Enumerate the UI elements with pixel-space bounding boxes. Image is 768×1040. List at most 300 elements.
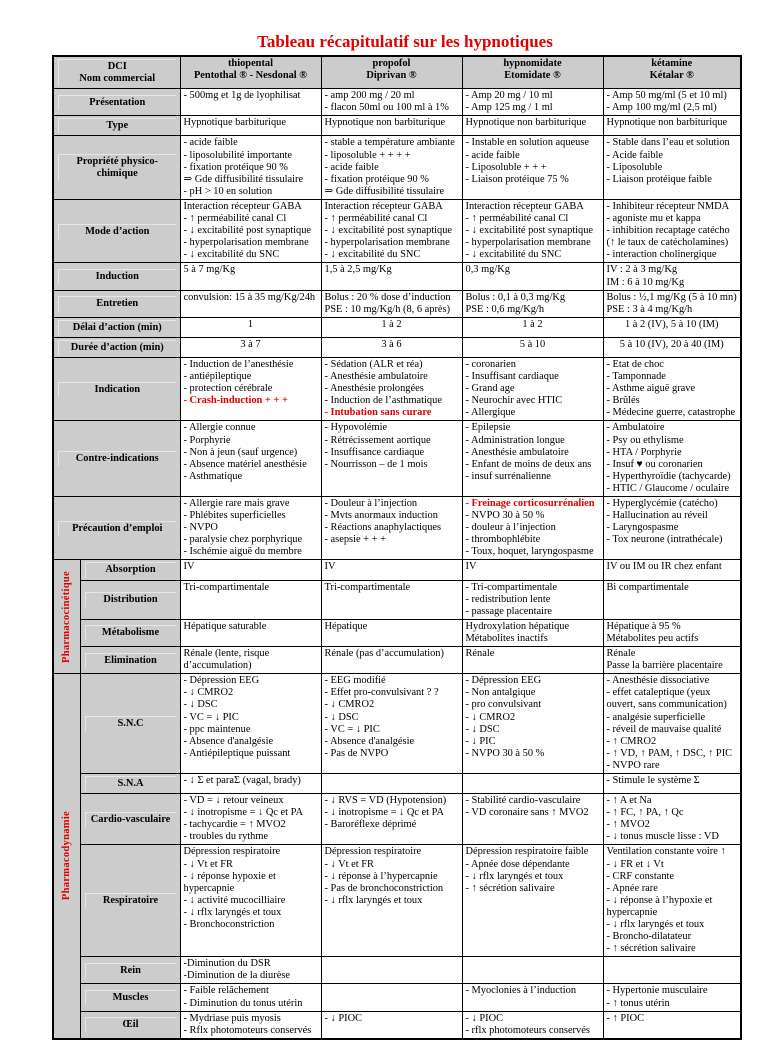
cell-line: -Diminution de la diurèse xyxy=(183,970,290,982)
cell-line: (↑ le taux de catécholamines) xyxy=(606,237,729,249)
cell-line: - Hypovolémie xyxy=(324,422,388,434)
cell-line: - Stimule le système Σ xyxy=(606,774,700,786)
table-row xyxy=(53,290,741,317)
cell-line: - Sédation (ALR et réa) xyxy=(324,358,423,370)
cell-line: - interaction cholinergique xyxy=(606,249,717,261)
cell-line: - asepsie + + + xyxy=(324,534,386,546)
cell-line: - liposolubilité importante xyxy=(183,149,293,161)
cell-0 xyxy=(180,357,321,420)
cell-line: - Psy ou ethylisme xyxy=(606,434,684,446)
cell-line: IV : 2 à 3 mg/Kg xyxy=(606,264,678,276)
cell-line: Passe la barrière placentaire xyxy=(606,660,723,672)
drug-name-line: hypnomidate xyxy=(503,58,562,69)
cell-line: Hypnotique non barbiturique xyxy=(465,117,587,129)
cell-3 xyxy=(603,290,741,317)
cell-line: - Instable en solution aqueuse xyxy=(465,137,590,149)
cell-3 xyxy=(603,984,741,1011)
cell-1 xyxy=(321,317,462,337)
drug-name-line: kétamine xyxy=(651,58,693,69)
table-row xyxy=(53,421,741,497)
table-row xyxy=(53,116,741,136)
cell-2 xyxy=(462,794,603,845)
cell-line: Hépatique à 95 % xyxy=(606,620,681,632)
cell-3 xyxy=(603,317,741,337)
drug-name-line: Diprivan ® xyxy=(366,70,417,82)
cell-0 xyxy=(180,674,321,774)
table-row xyxy=(53,984,741,1011)
cell-line: - HTIC / Glaucome / oculaire xyxy=(606,482,730,494)
cell-line: - ↓ excitabilité post synaptique xyxy=(324,225,453,237)
cell-1 xyxy=(321,647,462,674)
cell-line: - ↓ PIC xyxy=(465,735,496,747)
cell-line: - ↑ A et Na xyxy=(606,795,652,807)
cell-0 xyxy=(180,957,321,984)
cell-line: - NVPO rare xyxy=(606,759,660,771)
row-label: Précaution d’emploi xyxy=(53,497,180,560)
cell-line: - paralysie chez porphyrique xyxy=(183,534,303,546)
cell-3 xyxy=(603,619,741,646)
cell-line: Hydroxylation hépatique xyxy=(465,620,570,632)
page-title: Tableau récapitulatif sur les hypnotiques xyxy=(257,32,553,51)
cell-line: - Médecine guerre, catastrophe xyxy=(606,407,736,419)
cell-1 xyxy=(321,560,462,580)
cell-0 xyxy=(180,290,321,317)
cell-line: - EEG modifié xyxy=(324,675,386,687)
cell-line: 1 à 2 xyxy=(381,318,402,330)
cell-line: Interaction récepteur GABA xyxy=(324,200,443,212)
table-row xyxy=(53,773,741,793)
cell-line: - Ischémie aiguë du membre xyxy=(183,546,302,558)
cell-1 xyxy=(321,1011,462,1039)
cell-0 xyxy=(180,647,321,674)
cell-3 xyxy=(603,845,741,957)
cell-line: - ↓ DSC xyxy=(324,711,359,723)
cell-2 xyxy=(462,497,603,560)
cell-3 xyxy=(603,116,741,136)
cell-line: - Liposoluble xyxy=(606,161,663,173)
cell-line: - acide faible xyxy=(324,161,379,173)
cell-2 xyxy=(462,290,603,317)
cell-line: - Pas de bronchoconstriction xyxy=(324,882,444,894)
cell-line: - ↓ réponse hypoxie et hypercapnie xyxy=(183,870,276,894)
header-row xyxy=(53,56,741,89)
cell-line: - Rflx photomoteurs conservés xyxy=(183,1024,312,1036)
cell-2 xyxy=(462,263,603,290)
cell-line: - NVPO xyxy=(183,522,218,534)
table-row xyxy=(53,957,741,984)
cell-line: - ↓ PIOC xyxy=(324,1012,363,1024)
cell-line: Rénale (lente, risque d’accumulation) xyxy=(183,648,270,672)
cell-line: PSE : 0,6 mg/Kg/h xyxy=(465,303,545,315)
cell-3 xyxy=(603,560,741,580)
row-label: S.N.A xyxy=(80,773,180,793)
group-label-pd xyxy=(53,674,80,1039)
cell-0 xyxy=(180,984,321,1011)
cell-line: - Induction de l’asthmatique xyxy=(324,395,442,407)
highlighted-line: - Freinage corticosurrénalien xyxy=(465,498,595,509)
cell-line: - flacon 50ml ou 100 ml à 1% xyxy=(324,102,449,114)
drug-header-1 xyxy=(321,56,462,89)
cell-line: - HTA / Porphyrie xyxy=(606,446,682,458)
cell-line: -Diminution du DSR xyxy=(183,958,271,970)
cell-line: - Porphyrie xyxy=(183,434,231,446)
cell-line: Métabolites peu actifs xyxy=(606,632,699,644)
cell-line: - Administration longue xyxy=(465,434,565,446)
cell-line: Tri-compartimentale xyxy=(183,581,270,593)
cell-line: Hépatique saturable xyxy=(183,620,267,632)
cell-line: - douleur à l’injection xyxy=(465,522,556,534)
cell-line: - ↓ réponse à l’hypercapnie xyxy=(324,870,438,882)
cell-1 xyxy=(321,957,462,984)
header-label-line: DCI xyxy=(107,61,127,72)
cell-line: - hyperpolarisation membrane xyxy=(324,237,450,249)
cell-line: - ↓ activité mucocilliaire xyxy=(183,894,286,906)
cell-line: - Anesthésie prolongées xyxy=(324,383,424,395)
cell-1 xyxy=(321,136,462,199)
cell-0 xyxy=(180,116,321,136)
cell-line: - ↓ inotropisme = ↓ Qc et PA xyxy=(324,807,444,819)
cell-line: PSE : 3 à 4 mg/Kg/h xyxy=(606,303,693,315)
cell-line: 3 à 6 xyxy=(381,338,402,350)
cell-2 xyxy=(462,773,603,793)
cell-line: - protection cérébrale xyxy=(183,383,273,395)
cell-line: - antiépileptique xyxy=(183,371,252,383)
cell-2 xyxy=(462,580,603,619)
header-label-cell xyxy=(53,56,180,89)
cell-line: - VC = ↓ PIC xyxy=(324,723,380,735)
cell-line: 3 à 7 xyxy=(240,338,261,350)
cell-line: - liposoluble + + + + xyxy=(324,149,411,161)
cell-2 xyxy=(462,421,603,497)
drug-name-line: thiopental xyxy=(227,58,274,69)
cell-line: convulsion: 15 à 35 mg/Kg/24h xyxy=(183,291,316,303)
cell-2 xyxy=(462,957,603,984)
cell-line: - ↓ rflx laryngés et toux xyxy=(324,894,423,906)
cell-1 xyxy=(321,337,462,357)
cell-line: - Liaison protéique faible xyxy=(606,173,712,185)
table-row xyxy=(53,1011,741,1039)
cell-line: - Douleur à l’injection xyxy=(324,498,418,509)
cell-1 xyxy=(321,773,462,793)
cell-line: - ↓ excitabilité post synaptique xyxy=(465,225,594,237)
cell-line: - ↑ sécrétion salivaire xyxy=(465,882,555,894)
cell-3 xyxy=(603,773,741,793)
cell-line: - stable a température ambiante xyxy=(324,137,455,149)
cell-line: - ↑ PIOC xyxy=(606,1012,645,1024)
cell-1 xyxy=(321,580,462,619)
row-label: Contre-indications xyxy=(53,421,180,497)
cell-line: - ↓ DSC xyxy=(183,699,218,711)
cell-line: - ↓ Vt et FR xyxy=(324,858,374,870)
cell-line: Interaction récepteur GABA xyxy=(465,200,584,212)
cell-line: - passage placentaire xyxy=(465,605,553,617)
cell-line: - Tamponnade xyxy=(606,371,666,383)
cell-line: - hyperpolarisation membrane xyxy=(183,237,309,249)
cell-line: - ↓ Vt et FR xyxy=(183,858,233,870)
table-row xyxy=(53,647,741,674)
cell-line: - Phlébites superficielles xyxy=(183,510,286,522)
cell-line: Bi compartimentale xyxy=(606,581,689,593)
highlighted-line: - Intubation sans curare xyxy=(324,407,432,419)
cell-line: - amp 200 mg / 20 ml xyxy=(324,90,415,102)
row-label: Indication xyxy=(53,357,180,420)
cell-line: - Apnée rare xyxy=(606,882,658,894)
cell-line: ⇒ Gde diffusibilité tissulaire xyxy=(324,185,445,197)
cell-line: Dépression respiratoire xyxy=(183,846,281,858)
drug-header-3 xyxy=(603,56,741,89)
drug-header-2 xyxy=(462,56,603,89)
cell-line: - thrombophlébite xyxy=(465,534,541,546)
cell-line: - ↑ VD, ↑ PAM, ↑ DSC, ↑ PIC xyxy=(606,747,733,759)
cell-line: - réveil de mauvaise qualité xyxy=(606,723,722,735)
row-label: Elimination xyxy=(80,647,180,674)
cell-line: - ↓ excitabilité du SNC xyxy=(324,249,421,261)
cell-line: - Amp 50 mg/ml (5 et 10 ml) xyxy=(606,90,727,102)
cell-line: - Stabilité cardio-vasculaire xyxy=(465,795,581,807)
row-label: Propriété physico-chimique xyxy=(53,136,180,199)
cell-line: - NVPO 30 à 50 % xyxy=(465,747,545,759)
cell-line: PSE : 10 mg/Kg/h (8, 6 après) xyxy=(324,303,451,315)
cell-line: - Grand age xyxy=(465,383,515,395)
hypnotics-summary-table xyxy=(52,55,742,1040)
cell-line: - Tox neurone (intrathécale) xyxy=(606,534,723,546)
cell-line: 5 à 7 mg/Kg xyxy=(183,264,236,276)
cell-line: - Non antalgique xyxy=(465,687,536,699)
cell-line: Métabolites inactifs xyxy=(465,632,548,644)
cell-line: - Dépression EEG xyxy=(183,675,260,687)
cell-line: - ↑ perméabilité canal Cl xyxy=(465,213,569,225)
table-row xyxy=(53,136,741,199)
cell-line: Dépression respiratoire xyxy=(324,846,422,858)
cell-2 xyxy=(462,317,603,337)
cell-1 xyxy=(321,794,462,845)
cell-line: - insuf surrénalienne xyxy=(465,470,551,482)
cell-line: - Ambulatoire xyxy=(606,422,665,434)
group-label-text: Pharmacodynamie xyxy=(60,811,72,901)
cell-line: - ↓ rflx laryngés et toux xyxy=(465,870,564,882)
cell-2 xyxy=(462,845,603,957)
cell-line: - ↑ sécrétion salivaire xyxy=(606,943,696,955)
cell-line: - effet cataleptique (yeux ouvert, sans communication) xyxy=(606,687,727,711)
cell-line: - NVPO 30 à 50 % xyxy=(465,510,545,522)
cell-0 xyxy=(180,773,321,793)
cell-line: - Hypertonie musculaire xyxy=(606,985,708,997)
cell-line: - ↓ PIOC xyxy=(465,1012,504,1024)
header-label-line: Nom commercial xyxy=(79,73,156,85)
cell-0 xyxy=(180,263,321,290)
cell-3 xyxy=(603,794,741,845)
cell-0 xyxy=(180,421,321,497)
cell-line: - ↓ réponse à l’hypoxie et hypercapnie xyxy=(606,894,713,918)
row-label: Entretien xyxy=(53,290,180,317)
row-label: Mode d’action xyxy=(53,199,180,262)
cell-2 xyxy=(462,560,603,580)
table-row xyxy=(53,199,741,262)
cell-line: - Mvts anormaux induction xyxy=(324,510,438,522)
cell-line: - CRF constante xyxy=(606,870,675,882)
table-row xyxy=(53,674,741,774)
cell-line: 5 à 10 xyxy=(519,338,546,350)
cell-line: Tri-compartimentale xyxy=(324,581,411,593)
cell-2 xyxy=(462,647,603,674)
cell-line: - ↑ CMRO2 xyxy=(606,735,657,747)
cell-line: - ↓ excitabilité du SNC xyxy=(183,249,280,261)
cell-line: - ↓ Σ et paraΣ (vagal, brady) xyxy=(183,774,301,786)
cell-0 xyxy=(180,317,321,337)
cell-3 xyxy=(603,497,741,560)
table-row xyxy=(53,357,741,420)
table-row xyxy=(53,337,741,357)
drug-header-0 xyxy=(180,56,321,89)
cell-line: - Antiépileptique puissant xyxy=(183,747,291,759)
cell-line: - ↑ tonus utérin xyxy=(606,997,670,1009)
cell-line: - ↑ perméabilité canal Cl xyxy=(183,213,287,225)
cell-line: Hypnotique non barbiturique xyxy=(324,117,446,129)
cell-line: - hyperpolarisation membrane xyxy=(465,237,591,249)
table-row xyxy=(53,89,741,116)
cell-line: Rénale xyxy=(465,648,495,660)
cell-line: - ↓ FR et ↓ Vt xyxy=(606,858,664,870)
cell-line: - Amp 20 mg / 10 ml xyxy=(465,90,553,102)
cell-line: - troubles du rythme xyxy=(183,831,269,843)
cell-3 xyxy=(603,136,741,199)
cell-line: - ↓ inotropisme = ↓ Qc et PA xyxy=(183,807,303,819)
cell-line: - Anesthésie ambulatoire xyxy=(465,446,569,458)
cell-0 xyxy=(180,794,321,845)
cell-line: - Diminution du tonus utérin xyxy=(183,997,303,1009)
cell-1 xyxy=(321,497,462,560)
cell-line: - Insuffisant cardiaque xyxy=(465,371,559,383)
cell-line: - Enfant de moins de deux ans xyxy=(465,458,592,470)
row-label: Type xyxy=(53,116,180,136)
cell-line: - Brûlés xyxy=(606,395,640,407)
table-row xyxy=(53,263,741,290)
cell-line: - acide faible xyxy=(465,149,520,161)
cell-line: - Apnée dose dépendante xyxy=(465,858,570,870)
cell-line: - VC = ↓ PIC xyxy=(183,711,239,723)
row-label: S.N.C xyxy=(80,674,180,774)
group-label-pk xyxy=(53,560,80,674)
cell-line: - fixation protéique 90 % xyxy=(183,161,288,173)
cell-2 xyxy=(462,199,603,262)
cell-line: Rénale xyxy=(606,648,636,660)
cell-line: - Insuffisance cardiaque xyxy=(324,446,425,458)
cell-line: - Anesthésie dissociative xyxy=(606,675,710,687)
cell-line: Bolus : 20 % dose d’induction xyxy=(324,291,451,303)
cell-line: - ↓ CMRO2 xyxy=(183,687,234,699)
cell-2 xyxy=(462,357,603,420)
cell-line: 1 à 2 xyxy=(522,318,543,330)
cell-line: - Rétrécissement aortique xyxy=(324,434,431,446)
cell-1 xyxy=(321,421,462,497)
table-row xyxy=(53,317,741,337)
cell-line: - Dépression EEG xyxy=(465,675,542,687)
row-label: Métabolisme xyxy=(80,619,180,646)
group-label-text: Pharmacocinétique xyxy=(60,570,72,663)
cell-line: - Etat de choc xyxy=(606,358,664,370)
cell-line: - ↑ MVO2 xyxy=(606,819,650,831)
table-row xyxy=(53,794,741,845)
cell-line: 1 xyxy=(247,318,254,330)
cell-line: - Laryngospasme xyxy=(606,522,679,534)
cell-line: - Acide faible xyxy=(606,149,664,161)
cell-line: - ↑ perméabilité canal Cl xyxy=(324,213,428,225)
drug-name-line: Pentothal ® - Nesdonal ® xyxy=(193,70,308,82)
cell-3 xyxy=(603,957,741,984)
cell-line: Rénale (pas d’accumulation) xyxy=(324,648,444,660)
cell-line: - VD = ↓ retour veineux xyxy=(183,795,284,807)
cell-0 xyxy=(180,89,321,116)
row-label: Induction xyxy=(53,263,180,290)
cell-line: - Baroréflexe déprimé xyxy=(324,819,417,831)
cell-1 xyxy=(321,116,462,136)
cell-line: - ↓ tonus muscle lisse : VD xyxy=(606,831,719,843)
cell-line: - Absence d'analgésie xyxy=(324,735,415,747)
cell-line: - Pas de NVPO xyxy=(324,747,389,759)
cell-line: - Stable dans l’eau et solution xyxy=(606,137,730,149)
cell-1 xyxy=(321,290,462,317)
cell-line: 1 à 2 (IV), 5 à 10 (IM) xyxy=(625,318,719,330)
cell-3 xyxy=(603,647,741,674)
cell-line: IV xyxy=(465,561,477,573)
cell-line: - ↓ CMRO2 xyxy=(465,711,516,723)
cell-2 xyxy=(462,136,603,199)
cell-line: - Mydriase puis myosis xyxy=(183,1012,281,1024)
cell-3 xyxy=(603,674,741,774)
row-label: Durée d’action (min) xyxy=(53,337,180,357)
cell-2 xyxy=(462,619,603,646)
cell-line: - Broncho-dilatateur xyxy=(606,931,692,943)
cell-line: - ↑ FC, ↑ PA, ↑ Qc xyxy=(606,807,684,819)
row-label: Respiratoire xyxy=(80,845,180,957)
cell-1 xyxy=(321,89,462,116)
cell-line: - Faible relâchement xyxy=(183,985,269,997)
cell-line: - ↓ excitabilité post synaptique xyxy=(183,225,312,237)
cell-0 xyxy=(180,337,321,357)
cell-line: - Allergique xyxy=(465,407,516,419)
cell-2 xyxy=(462,674,603,774)
highlighted-line: - Crash-induction + + + xyxy=(183,395,288,407)
cell-line: - Amp 125 mg / 1 ml xyxy=(465,102,553,114)
cell-line: - pH > 10 en solution xyxy=(183,185,273,197)
cell-1 xyxy=(321,619,462,646)
cell-line: - Amp 100 mg/ml (2,5 ml) xyxy=(606,102,717,114)
table-row xyxy=(53,497,741,560)
table-row xyxy=(53,580,741,619)
cell-line: - ppc maintenue xyxy=(183,723,251,735)
cell-line: - Insuf ♥ ou coronarien xyxy=(606,458,703,470)
row-label: Rein xyxy=(80,957,180,984)
cell-1 xyxy=(321,357,462,420)
cell-line: - 500mg et 1g de lyophilisat xyxy=(183,90,301,102)
cell-3 xyxy=(603,199,741,262)
cell-line: - coronarien xyxy=(465,358,516,370)
cell-3 xyxy=(603,357,741,420)
cell-3 xyxy=(603,580,741,619)
cell-line: - redistribution lente xyxy=(465,593,551,605)
drug-name-line: Kétalar ® xyxy=(649,70,694,82)
cell-0 xyxy=(180,619,321,646)
cell-line: - Induction de l’anesthésie xyxy=(183,358,294,370)
cell-3 xyxy=(603,421,741,497)
cell-line: Ventilation constante voire ↑ xyxy=(606,846,726,858)
cell-line: - Hallucination au réveil xyxy=(606,510,708,522)
cell-2 xyxy=(462,337,603,357)
cell-line: - inhibition recaptage catécho xyxy=(606,225,730,237)
cell-line: - ↓ rflx laryngés et toux xyxy=(606,919,705,930)
cell-2 xyxy=(462,984,603,1011)
cell-3 xyxy=(603,1011,741,1039)
